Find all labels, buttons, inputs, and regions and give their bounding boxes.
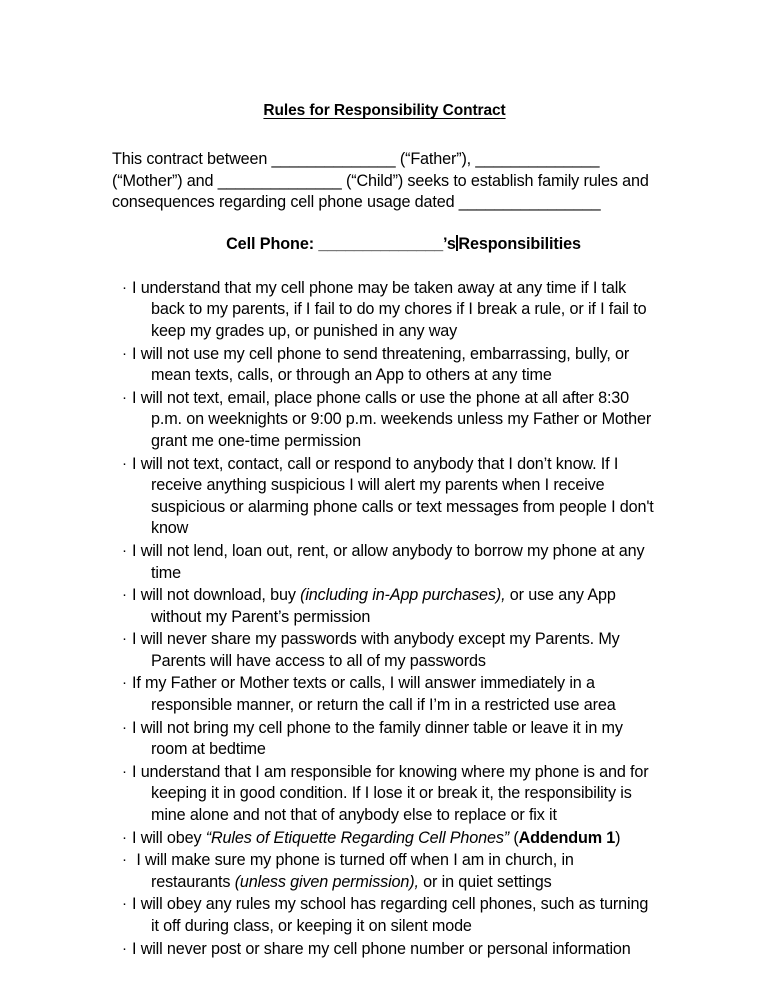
page-title-text: Rules for Responsibility Contract <box>263 102 506 119</box>
subheading-prefix: Cell Phone: ______________’s <box>226 234 456 253</box>
rule-text-segment: I will not text, contact, call or respond to anybody that I don’t know. If I receive anything suspicious I will alert my parents when I receive suspicious or alarming phone calls or text messages from people I don't know <box>132 454 654 538</box>
bullet-icon: · <box>122 541 127 559</box>
rule-text-segment: ( <box>509 828 519 847</box>
rule-list-item <box>112 584 657 628</box>
rules-list <box>112 254 657 960</box>
rule-text-segment: I will never share my passwords with anybody except my Parents. My Parents will have access to all of my passwords <box>132 630 620 670</box>
bullet-icon: · <box>122 762 127 780</box>
page-title <box>112 0 657 120</box>
rule-list-item <box>112 827 657 850</box>
rule-text-segment: or use any App without my Parent’s permission <box>151 586 616 626</box>
bullet-icon: · <box>122 344 127 362</box>
bullet-icon: · <box>122 630 127 648</box>
rule-text-segment: I will obey <box>132 828 206 847</box>
rule-list-item <box>112 717 657 761</box>
bullet-icon: · <box>122 718 127 736</box>
rule-text-segment: (unless given permission), <box>234 872 419 891</box>
rule-text-segment: I understand that my cell phone may be taken away at any time if I talk back to my parents, if I fail to do my chores if I break a rule, or if I fail to keep my grades up, or punished in any way <box>132 278 647 340</box>
rule-text-segment: I will never post or share my cell phone number or personal information <box>132 939 631 958</box>
bullet-icon: · <box>122 586 127 604</box>
bullet-icon: · <box>122 828 127 846</box>
rule-text-segment: I will not text, email, place phone calls or use the phone at all after 8:30 p.m. on weeknights or 9:00 p.m. weekends unless my Father or Mother grant me one-time permission <box>132 388 652 450</box>
rule-text-segment: I will not bring my cell phone to the family dinner table or leave it in my room at bedtime <box>132 718 623 759</box>
rule-list-item <box>112 343 657 387</box>
rule-list-item <box>112 893 657 937</box>
rule-text-segment: Addendum 1 <box>518 828 616 847</box>
bullet-icon: · <box>122 939 127 957</box>
rule-list-item <box>112 277 657 343</box>
bullet-icon: · <box>122 895 127 913</box>
subheading-suffix: Responsibilities <box>458 234 581 253</box>
rule-list-item <box>112 849 657 893</box>
bullet-icon: · <box>122 454 127 472</box>
rule-text-segment: “Rules of Etiquette Regarding Cell Phones” <box>205 828 510 847</box>
bullet-icon: · <box>122 388 127 406</box>
bullet-icon: · <box>122 278 127 296</box>
rule-text-segment: I will not download, buy <box>132 586 301 605</box>
document-body <box>112 0 657 960</box>
rule-text-segment: I will not lend, loan out, rent, or allow anybody to borrow my phone at any time <box>132 541 645 582</box>
rule-list-item <box>112 628 657 672</box>
rule-list-item <box>112 540 657 584</box>
rule-text-segment: (including in-App purchases), <box>300 586 506 605</box>
rule-text-segment: If my Father or Mother texts or calls, I will answer immediately in a responsible manner, or return the call if I’m in a restricted use area <box>132 674 616 715</box>
rule-list-item <box>112 387 657 453</box>
bullet-icon: · <box>122 851 127 869</box>
rule-list-item <box>112 761 657 827</box>
bullet-icon: · <box>122 674 127 692</box>
rule-text-segment: I will make sure my phone is turned off when I am in church, in restaurants <box>132 851 574 891</box>
rule-text-segment: I will not use my cell phone to send threatening, embarrassing, bully, or mean texts, calls, or through an App to others at any time <box>132 344 630 385</box>
rule-list-item <box>112 938 657 961</box>
rule-text-segment: ) <box>615 828 621 847</box>
rule-list-item <box>112 453 657 540</box>
rule-text-segment: or in quiet settings <box>418 872 552 891</box>
contract-intro-paragraph: This contract between ______________ (“Father”), ______________ (“Mother”) and ______________ (“Child”) seeks to establish family rules and consequences regarding cell phone usage dated ________________ <box>112 150 649 212</box>
rule-list-item <box>112 672 657 716</box>
rule-text-segment: I will obey any rules my school has regarding cell phones, such as turning it off during class, or keeping it on silent mode <box>132 895 649 935</box>
rule-text-segment: I understand that I am responsible for knowing where my phone is and for keeping it in good condition. If I lose it or break it, the responsibility is mine alone and not that of anybody else to replace or fix it <box>132 762 649 825</box>
responsibilities-subheading <box>112 214 657 254</box>
